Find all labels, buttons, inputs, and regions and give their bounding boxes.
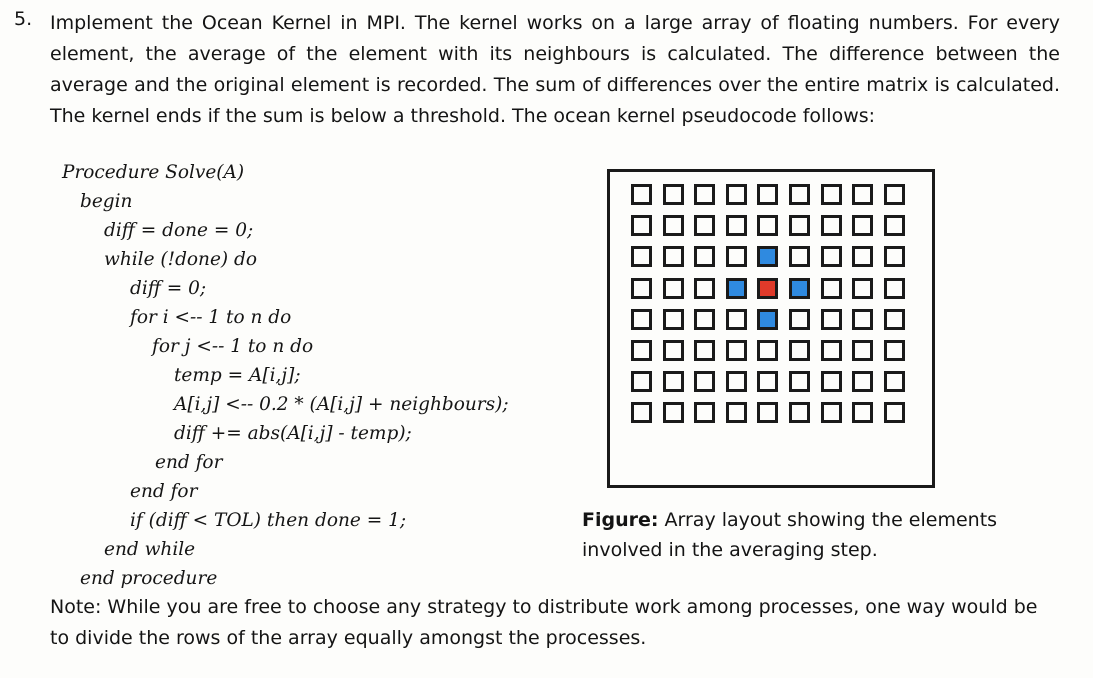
array-cell <box>757 371 778 392</box>
array-cell <box>663 278 684 299</box>
array-cell <box>663 402 684 423</box>
array-cell <box>631 246 652 267</box>
array-cell <box>726 309 747 330</box>
pseudocode-line: for j <-- 1 to n do <box>152 336 314 357</box>
question-number: 5. <box>14 8 33 30</box>
pseudocode-line: A[i,j] <-- 0.2 * (A[i,j] + neighbours); <box>174 394 509 415</box>
array-cell <box>694 402 715 423</box>
array-cell <box>663 215 684 236</box>
array-cell <box>884 278 905 299</box>
array-cell <box>663 246 684 267</box>
array-cell <box>631 402 652 423</box>
array-cell <box>663 371 684 392</box>
array-cell <box>821 309 842 330</box>
pseudocode-line: begin <box>80 191 133 212</box>
array-cell-neighbour <box>789 278 810 299</box>
array-cell <box>631 371 652 392</box>
note-text: Note: While you are free to choose any strategy to distribute work among processes, one way would be to divide the rows of the array equally amongst the processes. <box>50 596 1038 649</box>
array-cell <box>789 184 810 205</box>
array-cell <box>821 184 842 205</box>
array-cell <box>694 246 715 267</box>
array-cell-center <box>757 278 778 299</box>
pseudocode-line: while (!done) do <box>104 249 257 270</box>
array-cell <box>757 402 778 423</box>
array-cell <box>631 278 652 299</box>
array-cell <box>852 246 873 267</box>
array-cell <box>884 215 905 236</box>
array-cell <box>694 278 715 299</box>
array-cell <box>631 215 652 236</box>
array-cell <box>821 246 842 267</box>
array-cell <box>852 371 873 392</box>
array-cell <box>663 184 684 205</box>
array-cell <box>852 402 873 423</box>
array-cell <box>789 215 810 236</box>
array-cell <box>852 309 873 330</box>
pseudocode-line: diff = done = 0; <box>104 220 254 241</box>
array-cell <box>884 184 905 205</box>
array-cell <box>821 278 842 299</box>
figure-caption-text: Array layout showing the elements involved in the averaging step. <box>582 509 998 561</box>
array-cell <box>694 309 715 330</box>
figure-caption <box>582 505 1062 565</box>
array-cell <box>821 371 842 392</box>
array-cell <box>884 246 905 267</box>
array-cell-neighbour <box>726 278 747 299</box>
array-cell <box>757 215 778 236</box>
array-cell <box>694 215 715 236</box>
array-cell <box>789 402 810 423</box>
pseudocode-line: end while <box>104 539 196 560</box>
array-cell <box>726 215 747 236</box>
array-cell <box>789 309 810 330</box>
array-cell <box>821 340 842 361</box>
array-cell <box>757 340 778 361</box>
array-cell <box>726 340 747 361</box>
pseudocode-line: end procedure <box>80 568 218 589</box>
array-cell <box>852 184 873 205</box>
array-cell <box>694 371 715 392</box>
array-cell <box>631 184 652 205</box>
question-intro: Implement the Ocean Kernel in MPI. The kernel works on a large array of floating numbers. For every element, the average of the element with its neighbours is calculated. The difference between the average and the original element is recorded. The sum of differences over the entire matrix is calculated. The kernel ends if the sum is below a threshold. The ocean kernel pseudocode follows: <box>50 12 1060 127</box>
pseudocode-line: temp = A[i,j]; <box>174 365 301 386</box>
array-cell <box>726 371 747 392</box>
array-cell <box>821 402 842 423</box>
array-layout-figure <box>607 169 935 488</box>
array-cell <box>884 402 905 423</box>
array-cell <box>631 309 652 330</box>
pseudocode-line: diff += abs(A[i,j] - temp); <box>174 423 412 444</box>
array-cell <box>726 402 747 423</box>
pseudocode-line: diff = 0; <box>130 278 207 299</box>
array-cell <box>884 340 905 361</box>
array-cell <box>663 309 684 330</box>
array-cell <box>852 215 873 236</box>
array-cell <box>663 340 684 361</box>
array-cell <box>852 278 873 299</box>
array-cell <box>852 340 873 361</box>
figure-caption-label: Figure: <box>582 509 659 531</box>
pseudocode-line: for i <-- 1 to n do <box>130 307 292 328</box>
array-cell <box>789 340 810 361</box>
array-cell <box>884 309 905 330</box>
array-cell <box>694 184 715 205</box>
array-cell <box>694 340 715 361</box>
pseudocode-line: Procedure Solve(A) <box>62 162 245 183</box>
array-cell <box>884 371 905 392</box>
array-cell <box>631 340 652 361</box>
array-cell <box>726 184 747 205</box>
array-cell <box>726 246 747 267</box>
array-cell <box>789 246 810 267</box>
pseudocode-line: end for <box>155 452 223 473</box>
pseudocode-line: if (diff < TOL) then done = 1; <box>130 510 407 531</box>
array-cell-neighbour <box>757 309 778 330</box>
array-cell-neighbour <box>757 246 778 267</box>
pseudocode-line: end for <box>130 481 198 502</box>
array-cell <box>821 215 842 236</box>
array-cell <box>757 184 778 205</box>
array-cell <box>789 371 810 392</box>
